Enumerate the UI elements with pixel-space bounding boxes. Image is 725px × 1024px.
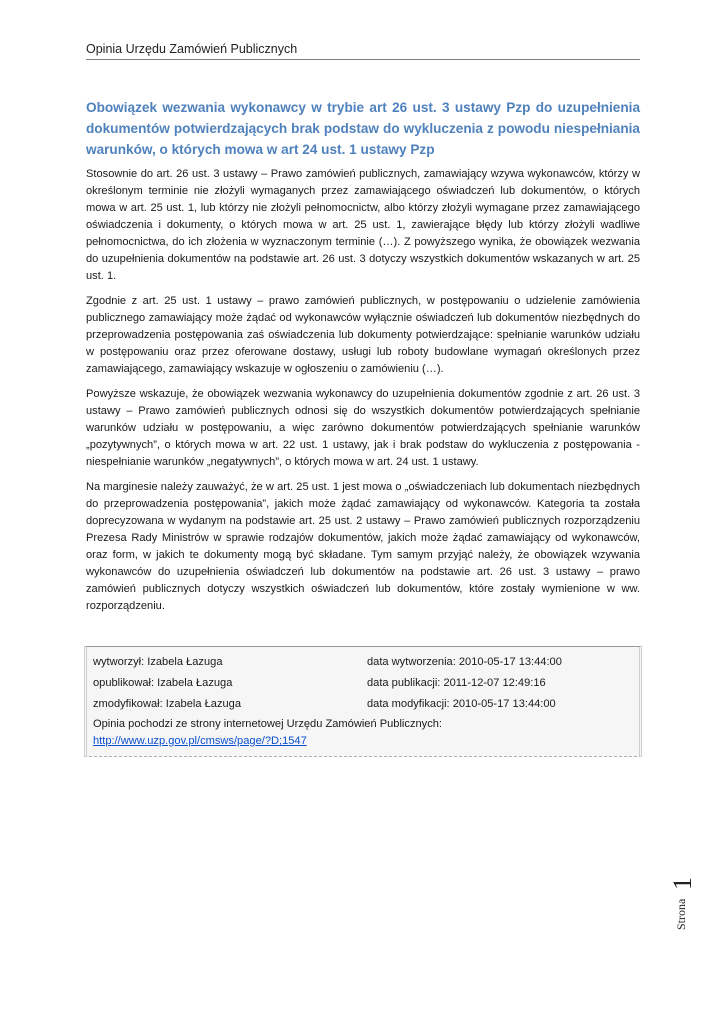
paragraph: Stosownie do art. 26 ust. 3 ustawy – Prawo zamówień publicznych, zamawiający wzywa wykonawców, którzy w określonym terminie nie złożyli wymaganych przez zamawiającego oświadczeń lub dokumentów, o których mowa w art. 25 ust. 1, lub którzy nie złożyli pełnomocnictw, albo którzy złożyli wymagane przez zamawiającego oświadczenia i dokumenty, o których mowa w art. 25 ust. 1, zawierające błędy lub którzy złożyli wadliwe pełnomocnictwa, do ich złożenia w wyznaczonym terminie (…). Z powyższego wynika, że obowiązek wezwania do uzupełnienia dokumentów na podstawie art. 26 ust. 3 dotyczy wszystkich dokumentów wskazanych w art. 25 ust. 1.	[86, 168, 640, 282]
modified-by: zmodyfikował: Izabela Łazuga	[93, 697, 241, 710]
metadata-box	[84, 646, 642, 757]
modified-date: data modyfikacji: 2010-05-17 13:44:00	[367, 697, 556, 710]
meta-row-created	[87, 651, 639, 672]
meta-row-published	[87, 672, 639, 693]
paragraph: Zgodnie z art. 25 ust. 1 ustawy – prawo zamówień publicznych, w postępowaniu o udzielenie zamówienia publicznego zamawiający może żądać od wykonawców wyłącznie oświadczeń lub dokumentów niezbędnych do przeprowadzenia postępowania zaś oświadczenia lub dokumenty potwierdzające: spełnianie warunków udziału w postępowaniu oraz przez oferowane dostawy, usługi lub roboty budowlane wymagań określonych przez zamawiającego, zamawiający wskazuje w ogłoszeniu o zamówieniu (…).	[86, 295, 640, 375]
created-date: data wytworzenia: 2010-05-17 13:44:00	[367, 655, 562, 668]
header-title: Opinia Urzędu Zamówień Publicznych	[86, 42, 298, 56]
created-by: wytworzył: Izabela Łazuga	[93, 655, 223, 668]
page-label: Strona	[674, 898, 688, 930]
source-link[interactable]: http://www.uzp.gov.pl/cmsws/page/?D;1547	[93, 735, 307, 747]
source-text: Opinia pochodzi ze strony internetowej Urzędu Zamówień Publicznych:	[93, 718, 443, 730]
published-date: data publikacji: 2011-12-07 12:49:16	[367, 676, 546, 689]
paragraph: Na marginesie należy zauważyć, że w art. 25 ust. 1 jest mowa o „oświadczeniach lub dokumentach niezbędnych do przeprowadzenia postępowania”, jakich może żądać zamawiający od wykonawców. Kategoria ta została doprecyzowana w wydanym na podstawie art. 25 ust. 2 ustawy – Prawo zamówień publicznych rozporządzeniu Prezesa Rady Ministrów w sprawie rodzajów dokumentów, jakich może żądać zamawiający od wykonawców, oraz form, w jakich te dokumenty mogą być składane. Tym samym przyjąć należy, że obowiązek wzywania wykonawców do uzupełnienia oświadczeń lub dokumentów na podstawie art. 26 ust. 3 ustawy – prawo zamówień publicznych dotyczy wszystkich oświadczeń lub dokumentów, które zostały wymienione w ww. rozporządzeniu.	[86, 481, 640, 612]
source-note	[87, 714, 639, 750]
meta-row-modified	[87, 693, 639, 714]
published-by: opublikował: Izabela Łazuga	[93, 676, 233, 689]
page-footer	[670, 870, 700, 940]
document-body	[86, 166, 640, 623]
page-header	[86, 42, 640, 60]
paragraph: Powyższe wskazuje, że obowiązek wezwania wykonawcy do uzupełnienia dokumentów zgodnie z art. 26 ust. 3 ustawy – Prawo zamówień publicznych odnosi się do wszystkich dokumentów potwierdzających spełnianie warunków udziału w postępowaniu, a więc zarówno dokumentów potwierdzających spełnianie warunków „pozytywnych”, o których mowa w art. 22 ust. 1 ustawy, jak i brak podstaw do wykluczenia z postępowania - niespełnianie warunków „negatywnych”, o których mowa w art. 24 ust. 1 ustawy.	[86, 388, 640, 468]
document-title: Obowiązek wezwania wykonawcy w trybie art 26 ust. 3 ustawy Pzp do uzupełnienia dokumentów potwierdzających brak podstaw do wykluczenia z powodu niespełniania warunków, o których mowa w art 24 ust. 1 ustawy Pzp	[86, 100, 640, 157]
page-number: 1	[668, 877, 697, 890]
